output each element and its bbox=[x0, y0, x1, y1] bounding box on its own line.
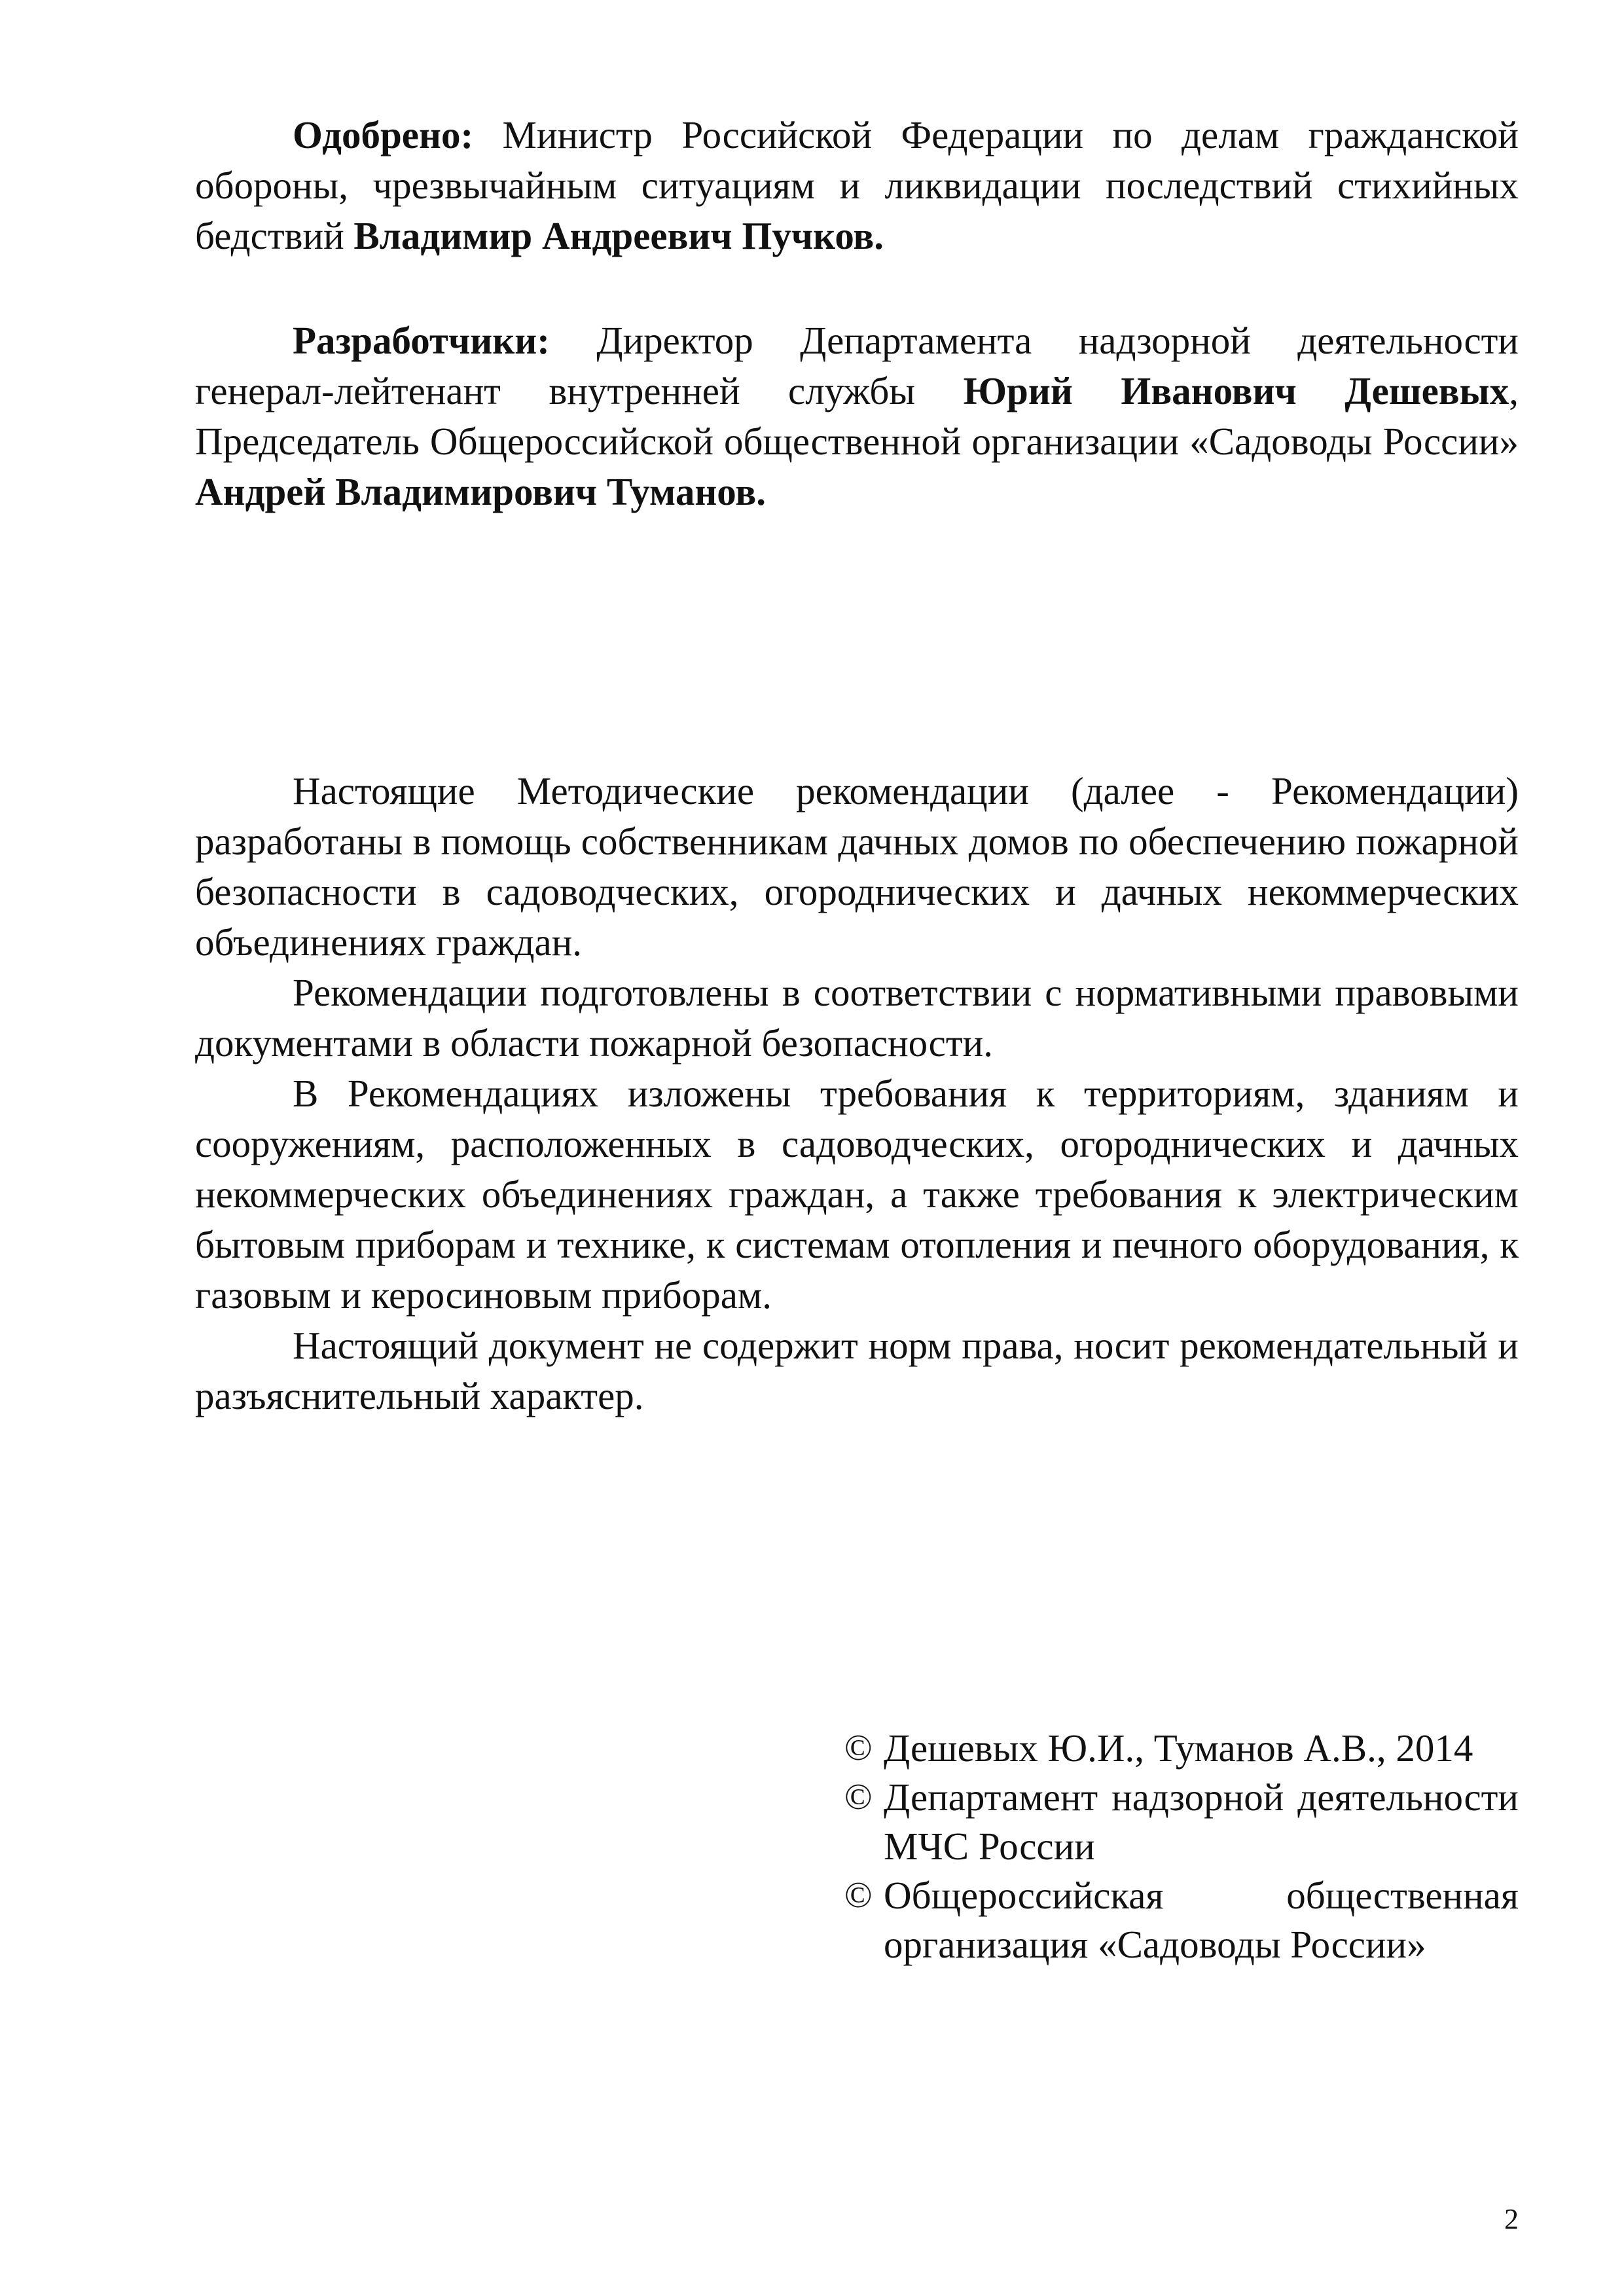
developers-text-2: , Председатель Общероссийской общественной организации «Садоводы России» bbox=[195, 369, 1519, 463]
approved-paragraph bbox=[195, 110, 1519, 261]
developer-name-1: Юрий Иванович Дешевых bbox=[963, 369, 1509, 412]
copyright-text: Общероссийская общественная организация «Садоводы России» bbox=[884, 1874, 1519, 1966]
copyright-item bbox=[844, 1871, 1519, 1969]
page-number: 2 bbox=[1504, 2203, 1519, 2235]
copyright-item bbox=[844, 1724, 1519, 1773]
copyright-icon: © bbox=[844, 1728, 873, 1768]
developer-name-2: Андрей Владимирович Туманов. bbox=[195, 470, 766, 513]
intro-section bbox=[195, 766, 1519, 1421]
copyright-text: Департамент надзорной деятельности МЧС России bbox=[884, 1776, 1519, 1868]
approved-name: Владимир Андреевич Пучков. bbox=[353, 214, 884, 257]
copyright-list bbox=[844, 1724, 1519, 1969]
approved-text: Министр Российской Федерации по делам гражданской обороны, чрезвычайным ситуациям и ликвидации последствий стихийных бедствий bbox=[195, 113, 1519, 257]
developers-text-1: Директор Департамента надзорной деятельности генерал-лейтенант внутренней службы bbox=[195, 319, 1519, 412]
developers-label: Разработчики: bbox=[293, 319, 550, 362]
intro-paragraph: Настоящий документ не содержит норм права, носит рекомендательный и разъяснительный характер. bbox=[195, 1324, 1519, 1417]
intro-paragraph: Рекомендации подготовлены в соответствии с нормативными правовыми документами в области пожарной безопасности. bbox=[195, 971, 1519, 1065]
copyright-icon: © bbox=[844, 1777, 873, 1817]
copyright-text: Дешевых Ю.И., Туманов А.В., 2014 bbox=[884, 1726, 1473, 1770]
copyright-item bbox=[844, 1773, 1519, 1871]
intro-paragraph: Настоящие Методические рекомендации (далее - Рекомендации) разработаны в помощь собственникам дачных домов по обеспечению пожарной безопасности в садоводческих, огороднических и дачных некоммерческих объединениях граждан. bbox=[195, 769, 1519, 964]
approved-label: Одобрено: bbox=[293, 113, 474, 156]
intro-paragraph: В Рекомендациях изложены требования к территориям, зданиям и сооружениям, расположенных в садоводческих, огороднических и дачных некоммерческих объединениях граждан, а также требования к электрическим бытовым приборам и технике, к системам отопления и печного оборудования, к газовым и керосиновым приборам. bbox=[195, 1072, 1519, 1317]
developers-paragraph bbox=[195, 316, 1519, 517]
copyright-icon: © bbox=[844, 1875, 873, 1916]
